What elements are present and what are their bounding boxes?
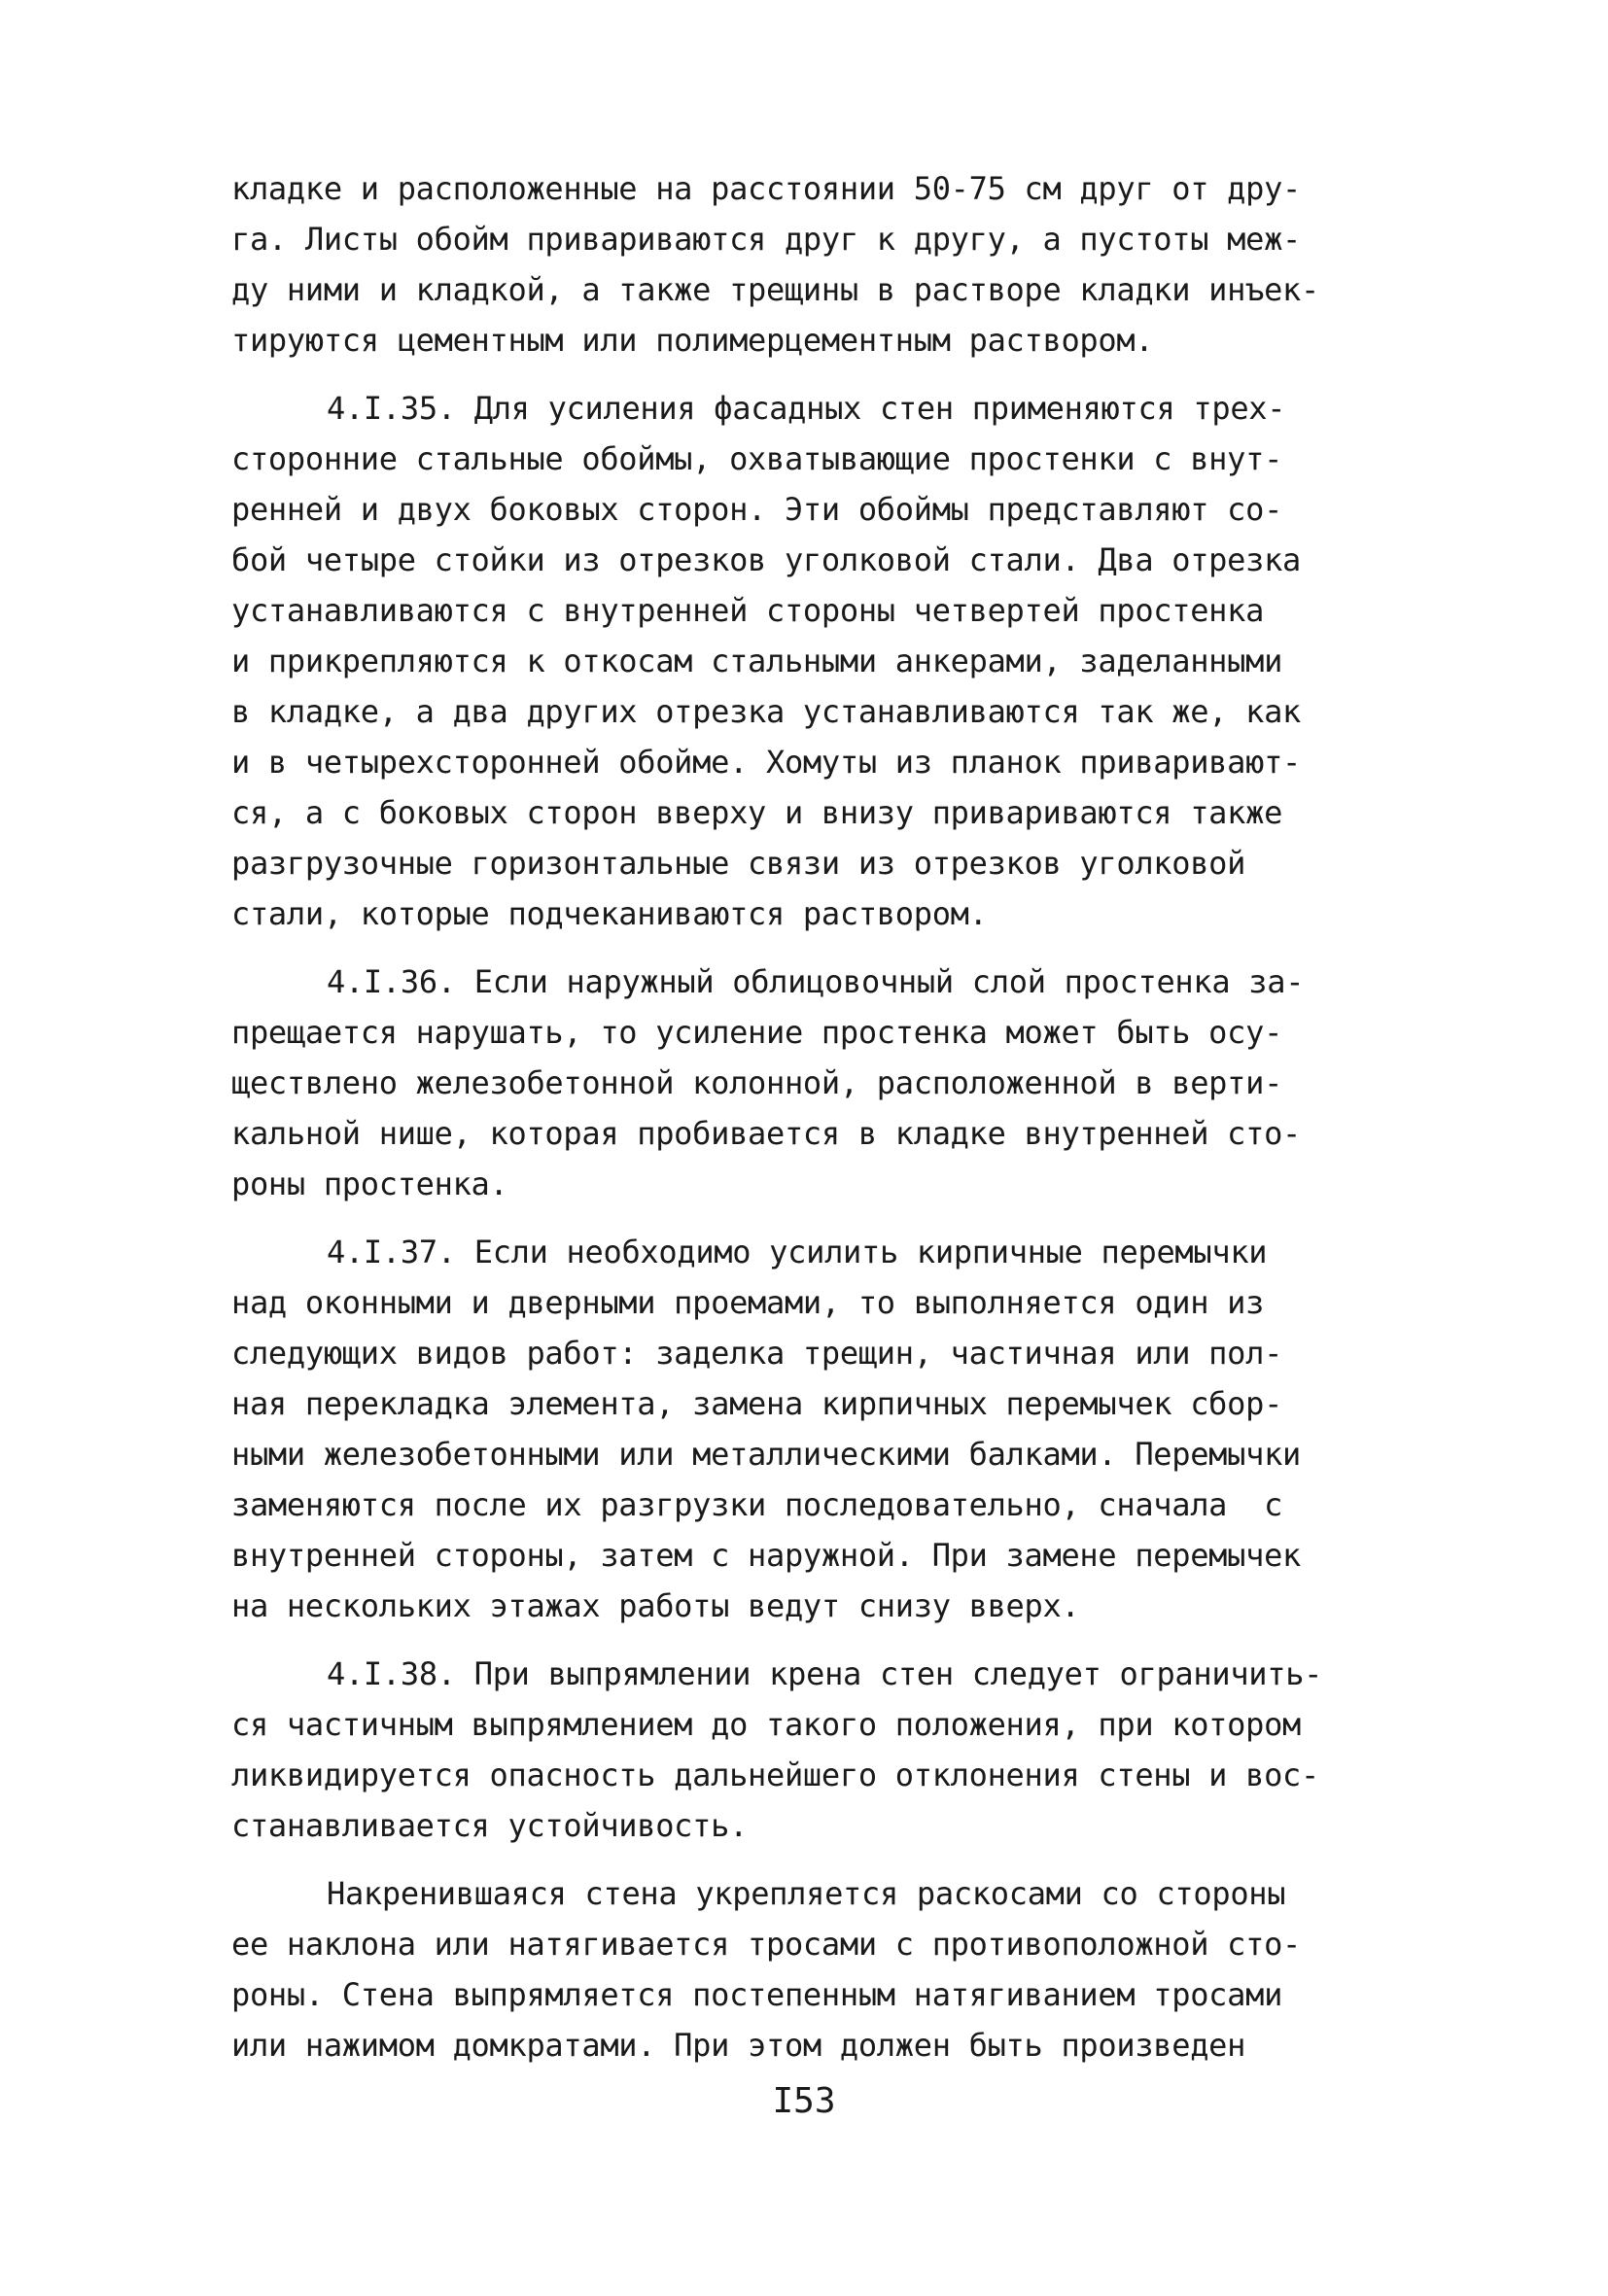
text-line: ными железобетонными или металлическими балками. Перемычки <box>231 1436 1302 1473</box>
body-text <box>231 163 1427 2070</box>
text-line: га. Листы обойм привариваются друг к другу, а пустоты меж- <box>231 221 1302 258</box>
text-line: ся, а с боковых сторон вверху и внизу привариваются также <box>231 794 1283 831</box>
paragraph-gap <box>231 1631 1427 1649</box>
text-line: прещается нарушать, то усиление простенка может быть осу- <box>231 1014 1283 1051</box>
text-line: ществлено железобетонной колонной, расположенной в верти- <box>231 1064 1283 1101</box>
text-line: бой четыре стойки из отрезков уголковой стали. Два отрезка <box>231 541 1302 578</box>
text-line: разгрузочные горизонтальные связи из отрезков уголковой <box>231 845 1246 882</box>
text-line: 4.I.36. Если наружный облицовочный слой простенка за- <box>327 963 1305 1000</box>
text-line: или нажимом домкратами. При этом должен быть произведен <box>231 2027 1246 2064</box>
text-line: следующих видов работ: заделка трещин, частичная или пол- <box>231 1335 1283 1372</box>
text-line: 4.I.38. При выпрямлении крена стен следует ограничить- <box>327 1655 1323 1692</box>
paragraph-4-1-38 <box>231 1649 1427 1851</box>
text-line: ликвидируется опасность дальнейшего отклонения стены и вос- <box>231 1757 1319 1793</box>
text-line: сторонние стальные обоймы, охватывающие простенки с внут- <box>231 440 1283 477</box>
paragraph-4-1-37 <box>231 1227 1427 1631</box>
paragraph-continuation <box>231 163 1427 365</box>
text-line: и прикрепляются к откосам стальными анкерами, заделанными <box>231 643 1283 679</box>
text-line: заменяются после их разгрузки последовательно, сначала с <box>231 1486 1283 1523</box>
text-line: кладке и расположенные на расстоянии 50-75 см друг от дру- <box>231 170 1302 207</box>
text-line: 4.I.37. Если необходимо усилить кирпичные перемычки <box>327 1234 1268 1270</box>
text-line: внутренней стороны, затем с наружной. При замене перемычек <box>231 1537 1302 1574</box>
text-line: над оконными и дверными проемами, то выполняется один из <box>231 1284 1265 1321</box>
text-line: станавливается устойчивость. <box>231 1807 749 1844</box>
text-line: 4.I.35. Для усиления фасадных стен применяются трех- <box>327 390 1286 427</box>
text-line: тируются цементным или полимерцементным раствором. <box>231 322 1154 359</box>
text-line: роны. Стена выпрямляется постепенным натягиванием тросами <box>231 1976 1283 2013</box>
paragraph-gap <box>231 1209 1427 1227</box>
text-line: на нескольких этажах работы ведут снизу вверх. <box>231 1587 1080 1624</box>
text-line: ренней и двух боковых сторон. Эти обоймы представляют со- <box>231 491 1283 528</box>
text-line: роны простенка. <box>231 1165 508 1202</box>
page-number: I53 <box>772 2081 836 2121</box>
text-line: ся частичным выпрямлением до такого положения, при котором <box>231 1706 1302 1743</box>
text-line: в кладке, а два других отрезка устанавливаются так же, как <box>231 693 1302 730</box>
text-line: ее наклона или натягивается тросами с противоположной сто- <box>231 1926 1302 1963</box>
paragraph-tilted-wall <box>231 1868 1427 2070</box>
text-line: кальной нише, которая пробивается в кладке внутренней сто- <box>231 1115 1302 1152</box>
paragraph-4-1-36 <box>231 957 1427 1209</box>
text-line: устанавливаются с внутренней стороны четвертей простенка <box>231 592 1265 629</box>
text-line: ная перекладка элемента, замена кирпичных перемычек сбор- <box>231 1385 1283 1422</box>
text-line: ду ними и кладкой, а также трещины в растворе кладки инъек- <box>231 271 1319 308</box>
paragraph-gap <box>231 365 1427 383</box>
text-line: стали, которые подчеканиваются раствором. <box>231 895 988 932</box>
paragraph-gap <box>231 939 1427 957</box>
text-line: и в четырехсторонней обойме. Хомуты из планок приваривают- <box>231 744 1302 781</box>
text-line: Накренившаяся стена укрепляется раскосами со стороны <box>327 1875 1286 1912</box>
paragraph-4-1-35 <box>231 383 1427 939</box>
paragraph-gap <box>231 1851 1427 1868</box>
